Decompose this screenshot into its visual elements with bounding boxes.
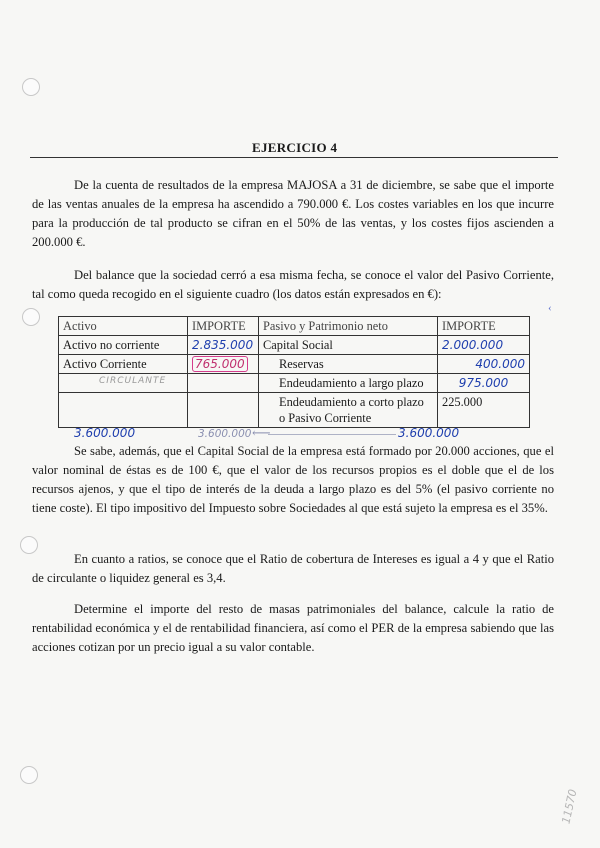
punch-hole-bottom xyxy=(20,766,38,784)
asset-amount: 765.000 xyxy=(188,355,259,374)
liability-label: Reservas xyxy=(259,355,438,374)
liability-amount: 975.000 xyxy=(438,374,530,393)
asset-label: Activo no corriente xyxy=(59,336,188,355)
total-middle: 3.600.000 xyxy=(198,428,252,440)
balance-header-row xyxy=(59,317,530,336)
paragraph-income: De la cuenta de resultados de la empresa MAJOSA a 31 de diciembre, se sabe que el importe de las ventas anuales de la empresa ha ascendido a 790.000 €. Los costes variables en los que incurre para la producción de tal producto se cifran en el 50% de las ventas, y los costes fijos ascienden a 200.000 €. xyxy=(32,178,554,249)
arrow-line xyxy=(268,434,396,435)
exercise-title: EJERCICIO 4 xyxy=(252,140,338,155)
liability-amount: 400.000 xyxy=(438,355,530,374)
liability-label: Endeudamiento a largo plazo xyxy=(259,374,438,393)
punch-hole-top xyxy=(22,78,40,96)
asset-amount: 2.835.000 xyxy=(188,336,259,355)
total-assets: 3.600.000 xyxy=(74,426,136,440)
asset-amount xyxy=(188,393,259,428)
paragraph-ratios: En cuanto a ratios, se conoce que el Ratio de cobertura de Intereses es igual a 4 y que el Ratio de circulante o liquidez general es 3,4. xyxy=(32,552,554,585)
margin-note: 11570 xyxy=(559,788,580,825)
table-row xyxy=(59,355,530,374)
table-row xyxy=(59,336,530,355)
title-divider xyxy=(30,157,558,158)
liability-amount: 2.000.000 xyxy=(438,336,530,355)
liability-amount: 225.000 xyxy=(438,393,530,428)
header-importe-pasivo: IMPORTE xyxy=(438,317,530,336)
total-liabilities: 3.600.000 xyxy=(398,426,460,440)
asset-amount xyxy=(188,374,259,393)
balance-table xyxy=(58,316,530,428)
table-row xyxy=(59,393,530,428)
header-pasivo: Pasivo y Patrimonio neto xyxy=(259,317,438,336)
pencil-note: CIRCULANTE xyxy=(99,376,167,386)
asset-label: Activo Corriente CIRCULANTE xyxy=(59,355,188,374)
punch-hole-upper xyxy=(22,308,40,326)
header-importe-activo: IMPORTE xyxy=(188,317,259,336)
liability-label: Capital Social xyxy=(259,336,438,355)
asset-label xyxy=(59,393,188,428)
paragraph-data: Se sabe, además, que el Capital Social de la empresa está formado por 20.000 acciones, que el valor nominal de éstas es de 100 €, que el valor de los recursos propios es el doble que el de los recursos ajenos, y que el tipo de interés de la deuda a largo plazo es del 5% (el pasivo corriente no tiene coste). El tipo impositivo del Impuesto sobre Sociedades al que está sujeto la empresa es el 35%. xyxy=(32,444,554,515)
liability-label: Endeudamiento a corto plazo o Pasivo Corriente xyxy=(259,393,438,428)
header-activo: Activo xyxy=(59,317,188,336)
arrow-left-icon: ⟵ xyxy=(252,425,271,440)
paragraph-balance-intro: Del balance que la sociedad cerró a esa misma fecha, se conoce el valor del Pasivo Corriente, tal como queda recogido en el siguiente cuadro (los datos están expresados en €): xyxy=(32,268,554,301)
arrow-mark-icon: ‹ xyxy=(548,302,552,314)
paragraph-task: Determine el importe del resto de masas patrimoniales del balance, calcule la ratio de rentabilidad económica y el de rentabilidad financiera, así como el PER de la empresa sabiendo que las acciones cotizan por un precio igual a su valor contable. xyxy=(32,602,554,654)
